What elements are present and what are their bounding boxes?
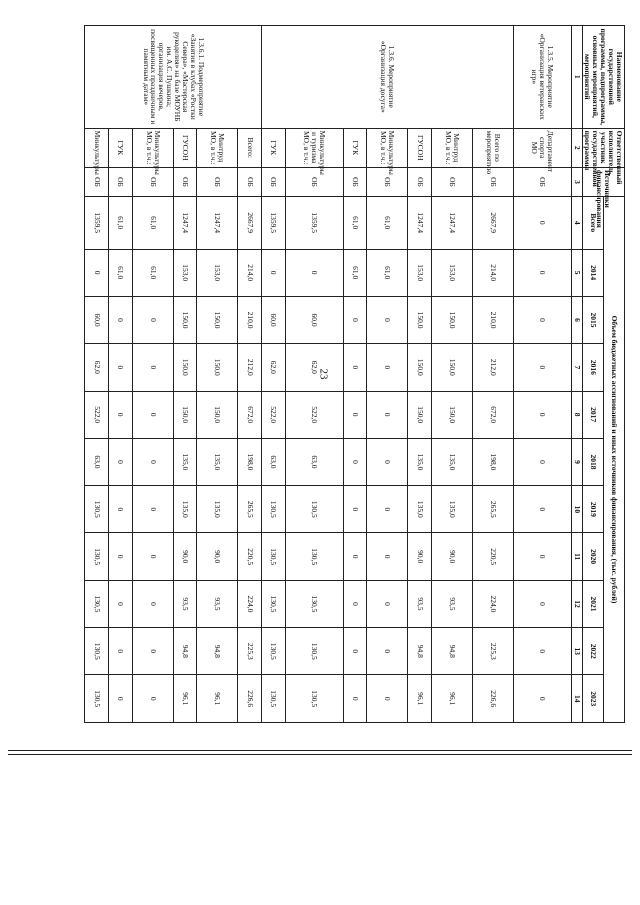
year-value-cell: 0 [367,486,408,533]
year-value-cell: 214,0 [472,249,513,296]
year-value-cell: 96,1 [432,675,473,723]
year-value-cell: 135,0 [173,486,197,533]
year-value-cell: 130,5 [262,628,286,675]
column-number: 4 [571,196,582,249]
year-value-cell: 0 [262,249,286,296]
year-value-cell: 212,0 [238,344,262,391]
year-value-cell: 0 [367,438,408,485]
year-value-cell: 93,5 [197,580,238,627]
total-cell: 61,0 [367,196,408,249]
year-value-cell: 94,8 [197,628,238,675]
year-value-cell: 0 [367,344,408,391]
total-cell: 2667,9 [238,196,262,249]
column-number: 2 [571,128,582,167]
year-value-cell: 0 [343,628,367,675]
header-year: 2016 [582,344,603,391]
source-cell: ОБ [285,168,343,197]
year-value-cell: 0 [513,344,571,391]
year-value-cell: 0 [343,486,367,533]
total-cell: 61,0 [109,196,133,249]
header-year: 2023 [582,675,603,723]
year-value-cell: 61,0 [343,249,367,296]
year-value-cell: 62,0 [262,344,286,391]
year-value-cell: 96,1 [173,675,197,723]
total-cell: 1359,5 [285,196,343,249]
column-number: 5 [571,249,582,296]
year-value-cell: 226,6 [238,675,262,723]
activity-name: 1.3.5. Мероприятие «Организация ветеранских игр» [513,26,571,129]
year-value-cell: 130,5 [85,675,109,723]
total-cell: 1247,4 [197,196,238,249]
responsible-cell: Всего по мероприятию [472,128,513,167]
year-value-cell: 150,0 [408,344,432,391]
year-value-cell: 130,5 [285,533,343,580]
year-value-cell: 150,0 [197,296,238,343]
total-cell: 61,0 [132,196,173,249]
header-total: Всего [582,196,603,249]
year-value-cell: 0 [109,628,133,675]
activity-name: 1.3.6. Мероприятие «Организация досуга» [262,26,514,129]
year-value-cell: 198,0 [238,438,262,485]
source-cell: ОБ [472,168,513,197]
rotated-table-wrapper [92,25,625,723]
year-value-cell: 265,5 [238,486,262,533]
year-value-cell: 93,5 [408,580,432,627]
year-value-cell: 0 [109,296,133,343]
year-value-cell: 220,5 [238,533,262,580]
year-value-cell: 220,5 [472,533,513,580]
year-value-cell: 0 [132,344,173,391]
header-year: 2015 [582,296,603,343]
year-value-cell: 0 [109,344,133,391]
year-value-cell: 96,1 [408,675,432,723]
table-row [238,26,262,723]
column-number: 11 [571,533,582,580]
year-value-cell: 0 [513,628,571,675]
year-value-cell: 0 [367,628,408,675]
year-value-cell: 226,6 [472,675,513,723]
year-value-cell: 0 [513,296,571,343]
year-value-cell: 210,0 [238,296,262,343]
year-value-cell: 0 [513,580,571,627]
source-cell: ОБ [238,168,262,197]
year-value-cell: 135,0 [197,438,238,485]
year-value-cell: 0 [513,438,571,485]
total-cell: 1247,4 [173,196,197,249]
year-value-cell: 153,0 [197,249,238,296]
column-number: 9 [571,438,582,485]
responsible-cell: Минтруд МО, в т.ч.: [432,128,473,167]
year-value-cell: 0 [343,580,367,627]
year-value-cell: 0 [109,580,133,627]
year-value-cell: 94,8 [173,628,197,675]
column-number: 14 [571,675,582,723]
year-value-cell: 60,0 [85,296,109,343]
responsible-cell: ГУСОН [408,128,432,167]
responsible-cell: Минкультуры МО, в т.ч.: [367,128,408,167]
source-cell: ОБ [367,168,408,197]
header-year: 2020 [582,533,603,580]
source-cell: ОБ [262,168,286,197]
year-value-cell: 90,0 [197,533,238,580]
year-value-cell: 130,5 [262,533,286,580]
year-value-cell: 150,0 [432,391,473,438]
year-value-cell: 93,5 [173,580,197,627]
source-cell: ОБ [173,168,197,197]
year-value-cell: 62,0 [285,344,343,391]
responsible-cell: ГУК [262,128,286,167]
column-number: 12 [571,580,582,627]
responsible-cell: Минкультуры [85,128,109,167]
responsible-cell: Минкультуры МО, в т.ч.: [132,128,173,167]
table-row [432,26,473,723]
year-value-cell: 0 [132,486,173,533]
column-number: 3 [571,168,582,197]
year-value-cell: 0 [132,580,173,627]
header-source: Источники финансирования [582,168,624,197]
year-value-cell: 90,0 [408,533,432,580]
year-value-cell: 0 [132,675,173,723]
responsible-cell: ГУСОН [173,128,197,167]
year-value-cell: 130,5 [285,675,343,723]
year-value-cell: 150,0 [408,391,432,438]
header-name: Наименование государственной программы, подпрограммы, основных мероприятий, мероприятий [582,26,624,129]
year-value-cell: 522,0 [85,391,109,438]
year-value-cell: 0 [343,296,367,343]
header-funding-group: Объем бюджетных ассигнований и иных источников финансирования, (тыс. рублей) [603,196,624,722]
table-row [408,26,432,723]
table-row [472,26,513,723]
year-value-cell: 135,0 [173,438,197,485]
year-value-cell: 130,5 [285,628,343,675]
year-value-cell: 130,5 [85,533,109,580]
table-row [343,26,367,723]
year-value-cell: 96,1 [197,675,238,723]
table-row [513,26,571,723]
year-value-cell: 225,3 [238,628,262,675]
year-value-cell: 0 [343,533,367,580]
year-value-cell: 130,5 [85,580,109,627]
table-row [85,26,109,723]
source-cell: ОБ [132,168,173,197]
page-number: 23 [317,368,330,380]
table-row [262,26,286,723]
responsible-cell: Минтруд МО, в т.ч.: [197,128,238,167]
year-value-cell: 0 [132,438,173,485]
year-value-cell: 212,0 [472,344,513,391]
year-value-cell: 135,0 [408,486,432,533]
year-value-cell: 225,3 [472,628,513,675]
year-value-cell: 0 [343,675,367,723]
year-value-cell: 214,0 [238,249,262,296]
year-value-cell: 672,0 [472,391,513,438]
year-value-cell: 61,0 [109,249,133,296]
header-year: 2017 [582,391,603,438]
year-value-cell: 130,5 [85,628,109,675]
responsible-cell: ГУК [109,128,133,167]
table-row [132,26,173,723]
year-value-cell: 0 [367,533,408,580]
divider-line [8,754,632,755]
table-row [109,26,133,723]
year-value-cell: 90,0 [173,533,197,580]
total-cell: 2667,9 [472,196,513,249]
year-value-cell: 153,0 [432,249,473,296]
responsible-cell: Всего: [238,128,262,167]
year-value-cell: 0 [109,533,133,580]
total-cell: 1359,5 [262,196,286,249]
column-number: 7 [571,344,582,391]
year-value-cell: 90,0 [432,533,473,580]
total-cell: 61,0 [343,196,367,249]
divider-line [8,750,632,751]
source-cell: ОБ [197,168,238,197]
year-value-cell: 224,0 [238,580,262,627]
column-number: 6 [571,296,582,343]
year-value-cell: 60,0 [262,296,286,343]
year-value-cell: 62,0 [85,344,109,391]
year-value-cell: 0 [132,628,173,675]
year-value-cell: 61,0 [132,249,173,296]
header-year: 2014 [582,249,603,296]
year-value-cell: 150,0 [173,391,197,438]
year-value-cell: 198,0 [472,438,513,485]
table-row [197,26,238,723]
year-value-cell: 0 [343,438,367,485]
year-value-cell: 150,0 [173,344,197,391]
year-value-cell: 0 [367,391,408,438]
header-year: 2018 [582,438,603,485]
header-year: 2022 [582,628,603,675]
year-value-cell: 130,5 [262,580,286,627]
year-value-cell: 0 [132,296,173,343]
year-value-cell: 130,5 [262,486,286,533]
year-value-cell: 0 [109,391,133,438]
year-value-cell: 150,0 [197,344,238,391]
year-value-cell: 0 [343,391,367,438]
year-value-cell: 0 [132,391,173,438]
header-year: 2021 [582,580,603,627]
year-value-cell: 0 [109,675,133,723]
year-value-cell: 0 [513,391,571,438]
year-value-cell: 0 [513,249,571,296]
table-row [367,26,408,723]
year-value-cell: 135,0 [432,486,473,533]
year-value-cell: 63,0 [85,438,109,485]
year-value-cell: 130,5 [262,675,286,723]
year-value-cell: 265,5 [472,486,513,533]
year-value-cell: 94,8 [432,628,473,675]
responsible-cell: Минкультуры и туризма МО, в т.ч.: [285,128,343,167]
year-value-cell: 0 [513,486,571,533]
total-cell: 1247,4 [408,196,432,249]
responsible-cell: Департамент спорта МО [513,128,571,167]
source-cell: ОБ [513,168,571,197]
responsible-cell: ГУК [343,128,367,167]
activity-name: 1.3.6.1. Подмероприятие «Занятия в клубах «Ростки Севера», «Мастерская рукоделия» на базе МОУНБ им. А.С. Пушкина; организация вечеров, посвященных праздничным и памятным датам» [85,26,262,129]
year-value-cell: 522,0 [285,391,343,438]
year-value-cell: 150,0 [432,296,473,343]
year-value-cell: 672,0 [238,391,262,438]
header-responsible: Ответственный исполнитель, участник государственной программы [582,128,624,167]
year-value-cell: 0 [85,249,109,296]
table-row [285,26,343,723]
year-value-cell: 0 [285,249,343,296]
year-value-cell: 522,0 [262,391,286,438]
source-cell: ОБ [109,168,133,197]
total-cell: 0 [513,196,571,249]
year-value-cell: 150,0 [173,296,197,343]
year-value-cell: 153,0 [173,249,197,296]
source-cell: ОБ [343,168,367,197]
year-value-cell: 61,0 [367,249,408,296]
year-value-cell: 130,5 [285,486,343,533]
table-row [173,26,197,723]
year-value-cell: 0 [513,533,571,580]
total-cell: 1359,5 [85,196,109,249]
year-value-cell: 130,5 [85,486,109,533]
source-cell: ОБ [85,168,109,197]
year-value-cell: 63,0 [262,438,286,485]
header-year: 2019 [582,486,603,533]
total-cell: 1247,4 [432,196,473,249]
source-cell: ОБ [408,168,432,197]
column-number: 13 [571,628,582,675]
year-value-cell: 0 [109,486,133,533]
column-number: 8 [571,391,582,438]
year-value-cell: 135,0 [197,486,238,533]
year-value-cell: 0 [513,675,571,723]
year-value-cell: 0 [132,533,173,580]
year-value-cell: 93,5 [432,580,473,627]
year-value-cell: 60,0 [285,296,343,343]
year-value-cell: 0 [109,438,133,485]
year-value-cell: 150,0 [432,344,473,391]
year-value-cell: 63,0 [285,438,343,485]
column-number: 10 [571,486,582,533]
year-value-cell: 130,5 [285,580,343,627]
year-value-cell: 0 [343,344,367,391]
year-value-cell: 0 [367,580,408,627]
column-number: 1 [571,26,582,129]
year-value-cell: 135,0 [432,438,473,485]
source-cell: ОБ [432,168,473,197]
year-value-cell: 224,0 [472,580,513,627]
year-value-cell: 150,0 [408,296,432,343]
year-value-cell: 0 [367,296,408,343]
funding-table [84,25,625,723]
column-number-row [571,26,582,723]
year-value-cell: 135,0 [408,438,432,485]
year-value-cell: 94,8 [408,628,432,675]
year-value-cell: 153,0 [408,249,432,296]
year-value-cell: 210,0 [472,296,513,343]
year-value-cell: 0 [367,675,408,723]
year-value-cell: 150,0 [197,391,238,438]
